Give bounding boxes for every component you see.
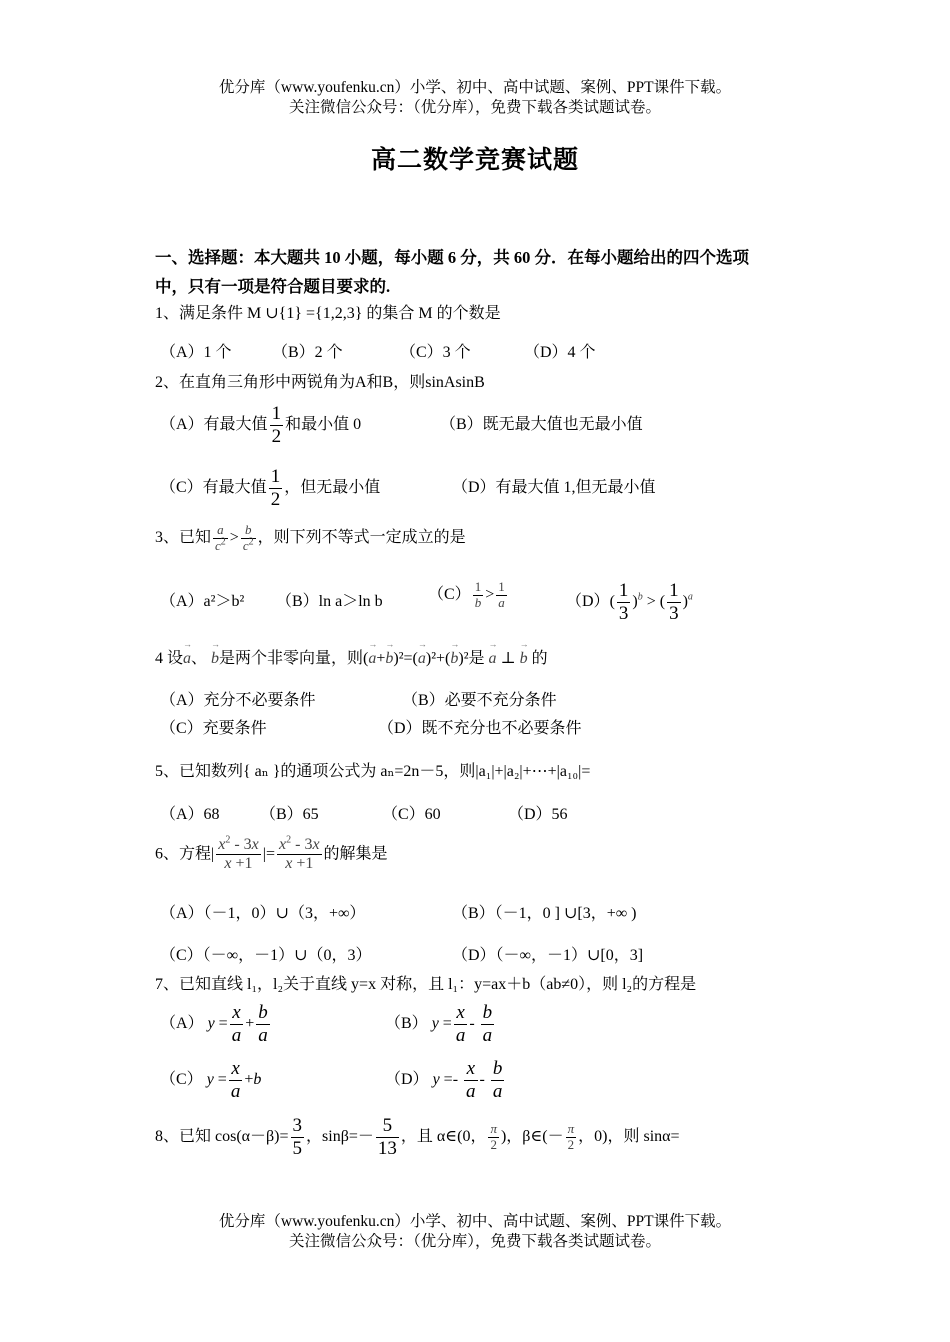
q3-option-b: （B）ln a＞ln b <box>276 593 383 610</box>
q2-option-d: （D）有最大值 1,但无最小值 <box>452 479 656 496</box>
q3-option-a: （A）a²＞b² <box>160 593 245 610</box>
q6-option-d: （D）（－∞，－1）∪[0，3] <box>452 947 644 964</box>
fraction-a-over-c2: $\frac{a}{c^2}$ <box>215 522 226 553</box>
q4-option-a: （A）充分不必要条件 <box>160 692 316 709</box>
q6-option-c: （C）（－∞，－1）∪（0，3） <box>160 947 372 964</box>
q3-option-d: （D）( $\frac{1}{3}$ )$^b$ > ( $\frac{1}{3}$ )$^a$ <box>566 580 693 624</box>
header-line-1: 优分库（www.youfenku.cn）小学、初中、高中试题、案例、PPT课件下载。 <box>218 79 732 96</box>
q7-option-b: （B） y = $\frac{x}{a}$ - $\frac{b}{a}$ <box>385 1002 493 1046</box>
section-heading-line-2: 中，只有一项是符合题目要求的. <box>155 277 391 296</box>
q1-option-d: （D）4 个 <box>524 344 596 361</box>
q5-option-c: （C）60 <box>382 806 441 823</box>
q5-option-b: （B）65 <box>260 806 319 823</box>
q4-option-b: （B）必要不充分条件 <box>402 692 557 709</box>
q5-stem: 5、已知数列{ aₙ }的通项公式为 aₙ=2n－5，则|a₁|+|a₂|+⋯+|a₁₀|= <box>155 763 591 780</box>
page-title: 高二数学竞赛试题 <box>370 147 579 174</box>
q5-option-d: （D）56 <box>508 806 568 823</box>
q3-stem: 3、已知 $\frac{a}{c^2}$ > $\frac{b}{c^2}$ ，则下列不等式一定成立的是 <box>155 522 466 553</box>
q3-option-c: （C） $\frac{1}{b}$ > $\frac{1}{a}$ <box>428 579 505 610</box>
q6-option-a: （A）（－1，0）∪（3，+∞） <box>160 905 366 922</box>
q2-option-c: （C）有最大值 $\frac{1}{2}$ ，但无最小值 <box>160 466 381 510</box>
q2-option-a: （A）有最大值 $\frac{1}{2}$ 和最小值 0 <box>160 403 362 447</box>
footer-line-1: 优分库（www.youfenku.cn）小学、初中、高中试题、案例、PPT课件下载。 <box>218 1213 732 1230</box>
q2-stem: 2、在直角三角形中两锐角为A和B，则sinAsinB <box>155 374 485 391</box>
fraction-one-half: $\frac{1}{2}$ <box>271 403 282 447</box>
q1-option-a: （A）1 个 <box>160 344 232 361</box>
vector-a: → a <box>183 651 191 667</box>
footer-line-2: 关注微信公众号：（优分库），免费下载各类试题试卷。 <box>288 1233 661 1250</box>
q4-stem: 4 设→ a、 → b是两个非零向量，则(→ a+→ b)²=(→ a)²+(→ b)²是 → a ⊥ → b 的 <box>155 651 548 667</box>
q6-stem: 6、方程| $\frac{x^2 - 3x}{x +1}$ |= $\frac{x^2 - 3x}{x +1}$ 的解集是 <box>155 834 388 873</box>
q5-option-a: （A）68 <box>160 806 220 823</box>
q1-stem: 1、满足条件 M ∪{1} ={1,2,3} 的集合 M 的个数是 <box>155 305 501 322</box>
fraction-one-half: $\frac{1}{2}$ <box>270 466 281 510</box>
q7-option-d: （D） y =- $\frac{x}{a}$ - $\frac{b}{a}$ <box>385 1058 503 1102</box>
section-heading-line-1: 一、选择题：本大题共 10 小题，每小题 6 分，共 60 分．在每小题给出的四个选项 <box>155 248 749 267</box>
q6-option-b: （B）（－1，0 ] ∪[3，+∞ ) <box>452 905 637 922</box>
q7-stem: 7、已知直线 l₁，l₂关于直线 y=x 对称，且 l₁：y=ax＋b（ab≠0），则 l₂的方程是 <box>155 976 697 993</box>
vector-b: → b <box>211 651 219 667</box>
fraction-rational-expression: $\frac{x^2 - 3x}{x +1}$ <box>218 834 259 873</box>
q4-option-c: （C）充要条件 <box>160 720 267 737</box>
q2-option-b: （B）既无最大值也无最小值 <box>440 416 643 433</box>
header-line-2: 关注微信公众号：（优分库），免费下载各类试题试卷。 <box>288 99 661 116</box>
q4-option-d: （D）既不充分也不必要条件 <box>378 720 582 737</box>
q1-option-b: （B）2 个 <box>272 344 343 361</box>
q7-option-c: （C） y = $\frac{x}{a}$ +b <box>160 1058 262 1102</box>
q8-stem: 8、已知 cos(α－β)= $\frac{3}{5}$ ，sinβ=－ $\frac{5}{13}$ ，且 α∈(0， $\frac{\pi}{2}$ )，β∈(－ $\frac{\pi}{2}$ ，0)，则 sinα= <box>155 1115 680 1159</box>
q1-option-c: （C）3 个 <box>400 344 471 361</box>
q7-option-a: （A） y = $\frac{x}{a}$ + $\frac{b}{a}$ <box>160 1002 268 1046</box>
fraction-b-over-c2: $\frac{b}{c^2}$ <box>242 522 254 553</box>
